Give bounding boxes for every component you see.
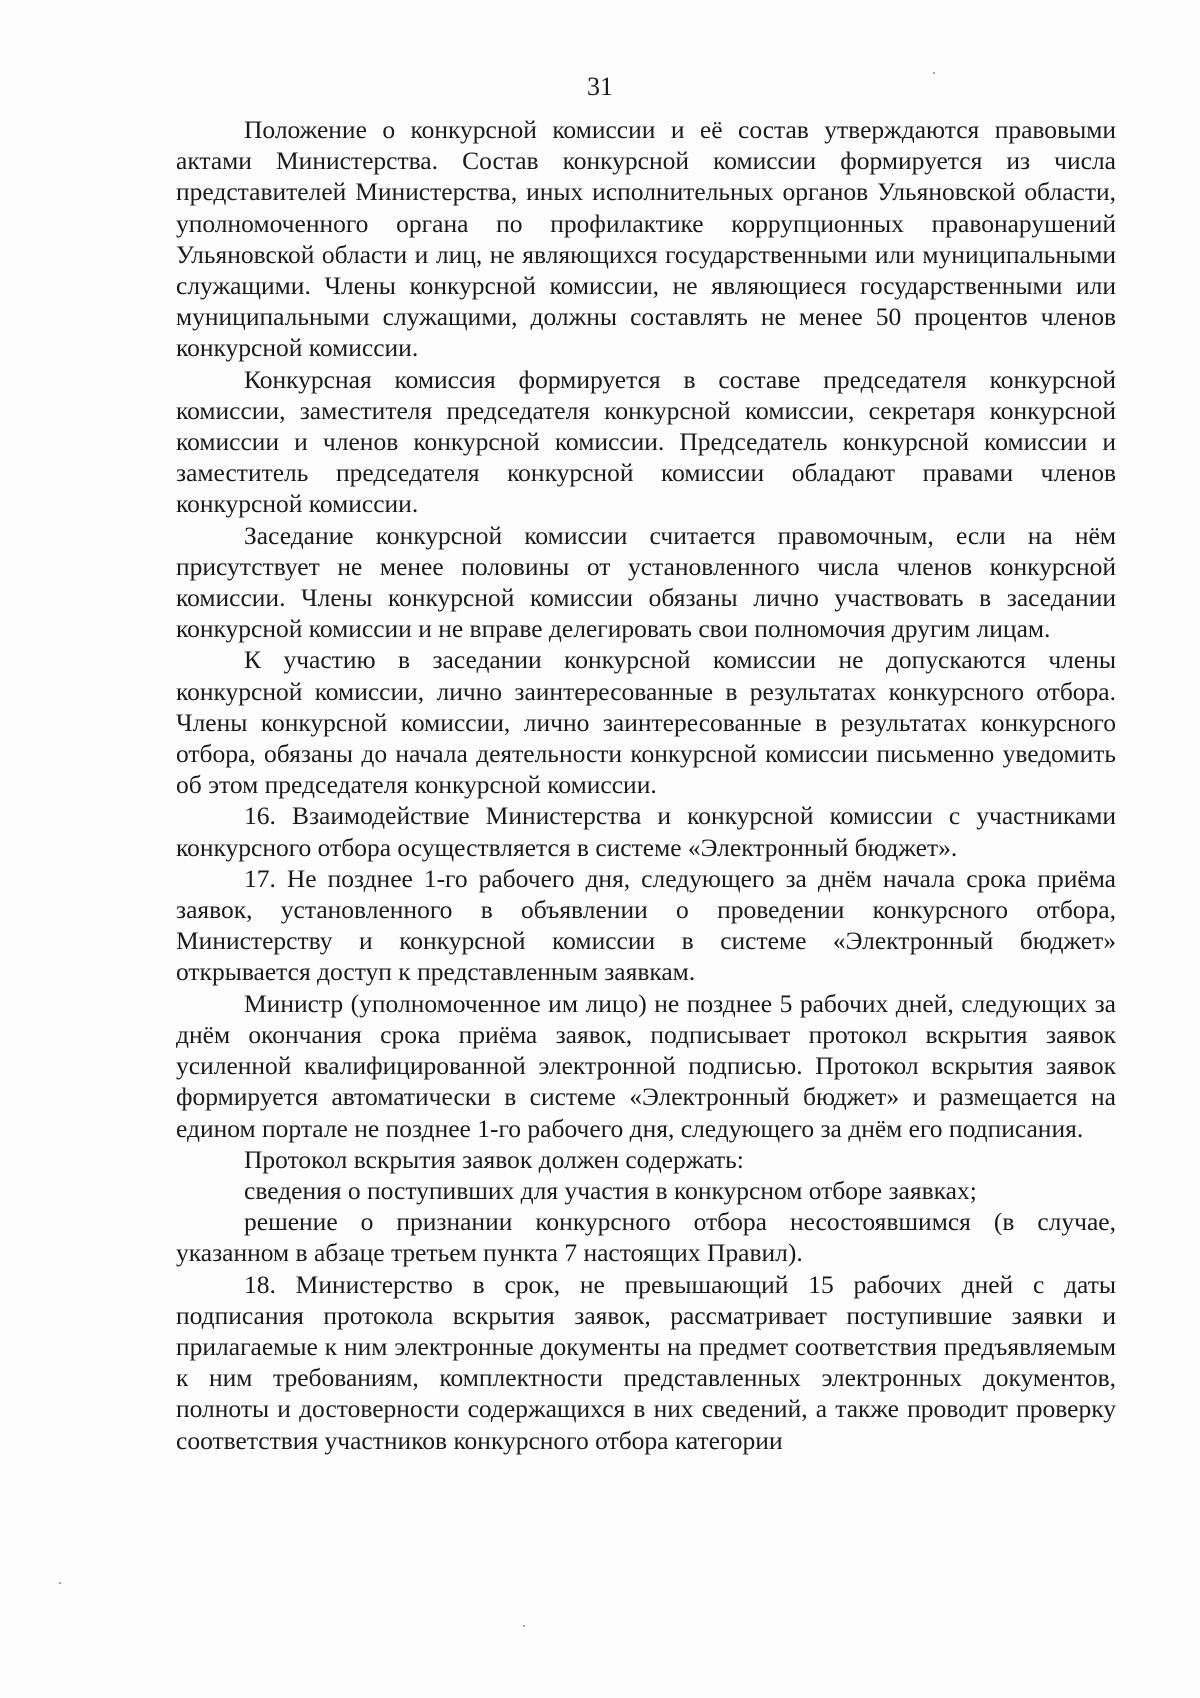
paragraph-conflict-of-interest: К участию в заседании конкурсной комиссии не допускаются члены конкурсной комиссии, лично заинтересованные в результатах конкурсного отбора. Члены конкурсной комиссии, лично заинтересованные в результатах конкурсного отбора, обязаны до начала деятельности конкурсной комиссии письменно уведомить об этом председателя конкурсной комиссии. [176, 645, 1116, 800]
document-body [176, 114, 1116, 1456]
paragraph-item-18: 18. Министерство в срок, не превышающий 15 рабочих дней с даты подписания протокола вскрытия заявок, рассматривает поступившие заявки и прилагаемые к ним электронные документы на предмет соответствия предъявляемым к ним требованиям, комплектности представленных электронных документов, полноты и достоверности содержащихся в них сведений, а также проводит проверку соответствия участников конкурсного отбора категории [176, 1269, 1116, 1455]
paragraph-commission-composition: Положение о конкурсной комиссии и её состав утверждаются правовыми актами Министерства. Состав конкурсной комиссии формируется из числа представителей Министерства, иных исполнительных органов Ульяновской области, уполномоченного органа по профилактике коррупционных правонарушений Ульяновской области и лиц, не являющихся государственными или муниципальными служащими. Члены конкурсной комиссии, не являющиеся государственными или муниципальными служащими, должны составлять не менее 50 процентов членов конкурсной комиссии. [176, 115, 1116, 363]
paragraph-item-16: 16. Взаимодействие Министерства и конкурсной комиссии с участниками конкурсного отбора осуществляется в системе «Электронный бюджет». [176, 801, 1116, 862]
scan-speck [523, 1625, 525, 1627]
paragraph-protocol-item-applications: сведения о поступивших для участия в конкурсном отборе заявках; [244, 1175, 977, 1205]
page-number: 31 [587, 72, 613, 101]
paragraph-protocol-contents: Протокол вскрытия заявок должен содержать: [244, 1144, 744, 1174]
paragraph-item-17: 17. Не позднее 1-го рабочего дня, следующего за днём начала срока приёма заявок, установленного в объявлении о проведении конкурсного отбора, Министерству и конкурсной комиссии в системе «Электронный бюджет» открывается доступ к представленным заявкам. [176, 863, 1116, 987]
paragraph-opening-protocol: Министр (уполномоченное им лицо) не позднее 5 рабочих дней, следующих за днём окончания срока приёма заявок, подписывает протокол вскрытия заявок усиленной квалифицированной электронной подписью. Протокол вскрытия заявок формируется автоматически в системе «Электронный бюджет» и размещается на едином портале не позднее 1-го рабочего дня, следующего за днём его подписания. [176, 988, 1116, 1143]
paragraph-quorum: Заседание конкурсной комиссии считается правомочным, если на нём присутствует не менее половины от установленного числа членов конкурсной комиссии. Члены конкурсной комиссии обязаны лично участвовать в заседании конкурсной комиссии и не вправе делегировать свои полномочия другим лицам. [176, 520, 1116, 644]
scan-speck [59, 1582, 61, 1584]
paragraph-commission-structure: Конкурсная комиссия формируется в составе председателя конкурсной комиссии, заместителя председателя конкурсной комиссии, секретаря конкурсной комиссии и членов конкурсной комиссии. Председатель конкурсной комиссии и заместитель председателя конкурсной комиссии обладают правами членов конкурсной комиссии. [176, 364, 1116, 519]
paragraph-protocol-item-failed: решение о признании конкурсного отбора несостоявшимся (в случае, указанном в абзаце третьем пункта 7 настоящих Правил). [176, 1207, 1116, 1268]
scan-speck [933, 72, 935, 74]
